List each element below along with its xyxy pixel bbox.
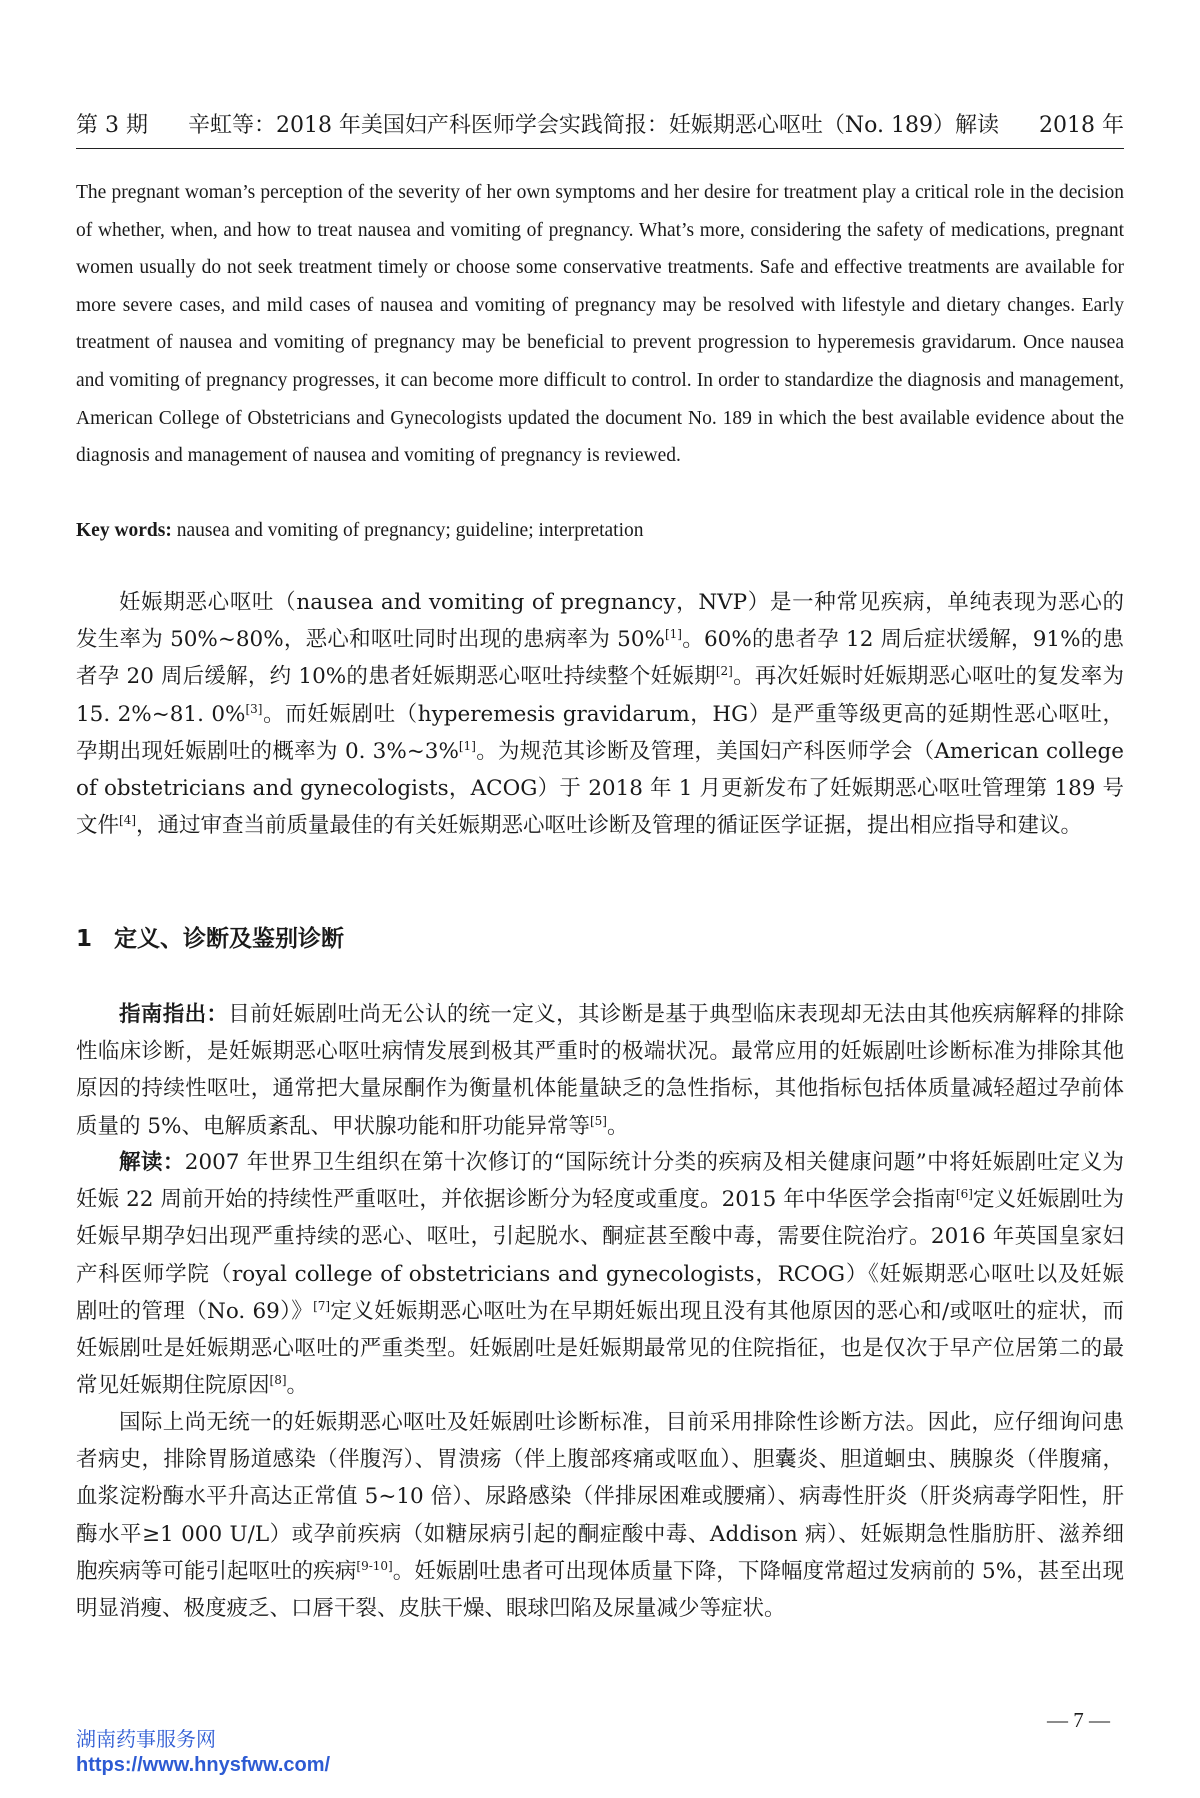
international-text-2: 。妊娠剧吐患者可出现体质量下降，下降幅度常超过发病前的 5%，甚至出现明显消瘦、极度疲乏、口唇干裂、皮肤干燥、眼球凹陷及尿量减少等症状。 (76, 1558, 1124, 1622)
section-number: 1 (76, 926, 93, 952)
citation-4: [4] (119, 813, 137, 828)
running-header (76, 110, 1124, 142)
intro-paragraph (76, 584, 1124, 844)
running-title: 辛虹等：2018 年美国妇产科医师学会实践简报：妊娠期恶心呕吐（No. 189）解读 (187, 113, 1000, 138)
interpretation-text-3: 定义妊娠期恶心呕吐为在早期妊娠出现且没有其他原因的恶心和/或呕吐的症状，而妊娠剧吐是妊娠期恶心呕吐的严重类型。妊娠剧吐是妊娠期最常见的住院指征，也是仅次于早产位居第二的最常见妊娠期住院原因 (76, 1298, 1125, 1399)
page-number: — 7 — (1047, 1708, 1110, 1732)
intro-text-3: 。再次妊娠时妊娠期恶心呕吐的复发率为 15. 2%~81. 0% (76, 664, 1124, 727)
section-title: 定义、诊断及鉴别诊断 (114, 926, 344, 952)
guideline-text-2: 。 (606, 1113, 629, 1139)
citation-6: [6] (955, 1187, 973, 1202)
interpretation-paragraph (76, 1144, 1124, 1404)
watermark-site-name: 湖南药事服务网 (76, 1727, 216, 1751)
interpretation-text-1: 2007 年世界卫生组织在第十次修订的“国际统计分类的疾病及相关健康问题”中将妊娠剧吐定义为妊娠 22 周前开始的持续性严重呕吐，并依据诊断分为轻度或重度。2015 年中华医学会指南 (76, 1150, 1124, 1213)
citation-2: [2] (715, 664, 733, 679)
keywords-text: nausea and vomiting of pregnancy; guideline; interpretation (171, 520, 644, 541)
guideline-lead: 指南指出： (119, 1002, 229, 1027)
international-text-1: 国际上尚无统一的妊娠期恶心呕吐及妊娠剧吐诊断标准，目前采用排除性诊断方法。因此，应仔细询问患者病史，排除胃肠道感染（伴腹泻）、胃溃疡（伴上腹部疼痛或呕血）、胆囊炎、胆道蛔虫、胰腺炎（伴腹痛，血浆淀粉酶水平升高达正常值 5~10 倍）、尿路感染（伴排尿困难或腰痛）、病毒性肝炎（肝炎病毒学阳性，肝酶水平≥1 000 U/L）或孕前疾病（如糖尿病引起的酮症酸中毒、Addison 病）、妊娠期急性脂肪肝、滋养细胞疾病等可能引起呕吐的疾病 (76, 1410, 1124, 1584)
section-heading (76, 922, 1124, 956)
intro-text-5: 。为规范其诊断及管理，美国妇产科医师学会（American college of obstetricians and gynecologists，ACOG）于 2018 年 1 月更新发布了妊娠期恶心呕吐管理第 189 号文件 (76, 738, 1124, 839)
citation-7: [7] (313, 1298, 331, 1313)
issue-number: 第 3 期 (76, 113, 148, 138)
interpretation-lead: 解读： (119, 1150, 185, 1175)
english-abstract: The pregnant woman’s perception of the severity of her own symptoms and her desire for treatment play a critical role in the decision of whether, when, and how to treat nausea and vomiting of pregnancy. What’s more, considering the safety of medications, pregnant women usually do not seek treatment timely or choose some conservative treatments. Safe and effective treatments are available for more severe cases, and mild cases of nausea and vomiting of pregnancy may be resolved with lifestyle and dietary changes. Early treatment of nausea and vomiting of pregnancy may be beneficial to prevent progression to hyperemesis gravidarum. Once nausea and vomiting of pregnancy progresses, it can become more difficult to control. In order to standardize the diagnosis and management, American College of Obstetricians and Gynecologists updated the document No. 189 in which the best available evidence about the diagnosis and management of nausea and vomiting of pregnancy is reviewed. (76, 182, 1124, 467)
guideline-paragraph (76, 996, 1124, 1145)
citation-8: [8] (269, 1373, 287, 1388)
citation-1: [1] (664, 627, 682, 642)
interpretation-text-2: 定义妊娠剧吐为妊娠早期孕妇出现严重持续的恶心、呕吐，引起脱水、酮症甚至酸中毒，需要住院治疗。2016 年英国皇家妇产科医师学院（royal college of obstetricians and gynecologists，RCOG）《妊娠期恶心呕吐以及妊娠剧吐的管理（No. 69）》 (76, 1187, 1124, 1324)
publication-year: 2018 年 (1039, 113, 1124, 138)
keywords-label: Key words: (76, 520, 172, 541)
intro-text-6: ，通过审查当前质量最佳的有关妊娠期恶心呕吐诊断及管理的循证医学证据，提出相应指导和建议。 (136, 813, 1083, 839)
citation-9-10: [9-10] (356, 1558, 393, 1573)
header-rule (76, 148, 1124, 149)
keywords-line (76, 512, 1124, 549)
intro-text-2: 。60%的患者孕 12 周后症状缓解，91%的患者孕 20 周后缓解，约 10%的患者妊娠期恶心呕吐持续整个妊娠期 (76, 627, 1125, 690)
intro-text-4: 。而妊娠剧吐（hyperemesis gravidarum，HG）是严重等级更高的延期性恶心呕吐，孕期出现妊娠剧吐的概率为 0. 3%~3% (76, 701, 1124, 764)
guideline-text-1: 目前妊娠剧吐尚无公认的统一定义，其诊断是基于典型临床表现却无法由其他疾病解释的排除性临床诊断，是妊娠期恶心呕吐病情发展到极其严重时的极端状况。最常应用的妊娠剧吐诊断标准为排除其他原因的持续性呕吐，通常把大量尿酮作为衡量机体能量缺乏的急性指标，其他指标包括体质量减轻超过孕前体质量的 5%、电解质紊乱、甲状腺功能和肝功能异常等 (76, 1002, 1124, 1139)
international-criteria-paragraph (76, 1404, 1124, 1627)
interpretation-text-4: 。 (286, 1373, 309, 1399)
citation-1b: [1] (458, 738, 476, 753)
watermark-url-link[interactable]: https://www.hnysfww.com/ (76, 1754, 331, 1776)
citation-5: [5] (589, 1113, 607, 1128)
intro-text-1: 妊娠期恶心呕吐（nausea and vomiting of pregnancy，NVP）是一种常见疾病，单纯表现为恶心的发生率为 50%~80%，恶心和呕吐同时出现的患病率为 50% (76, 590, 1124, 653)
citation-3: [3] (245, 701, 263, 716)
